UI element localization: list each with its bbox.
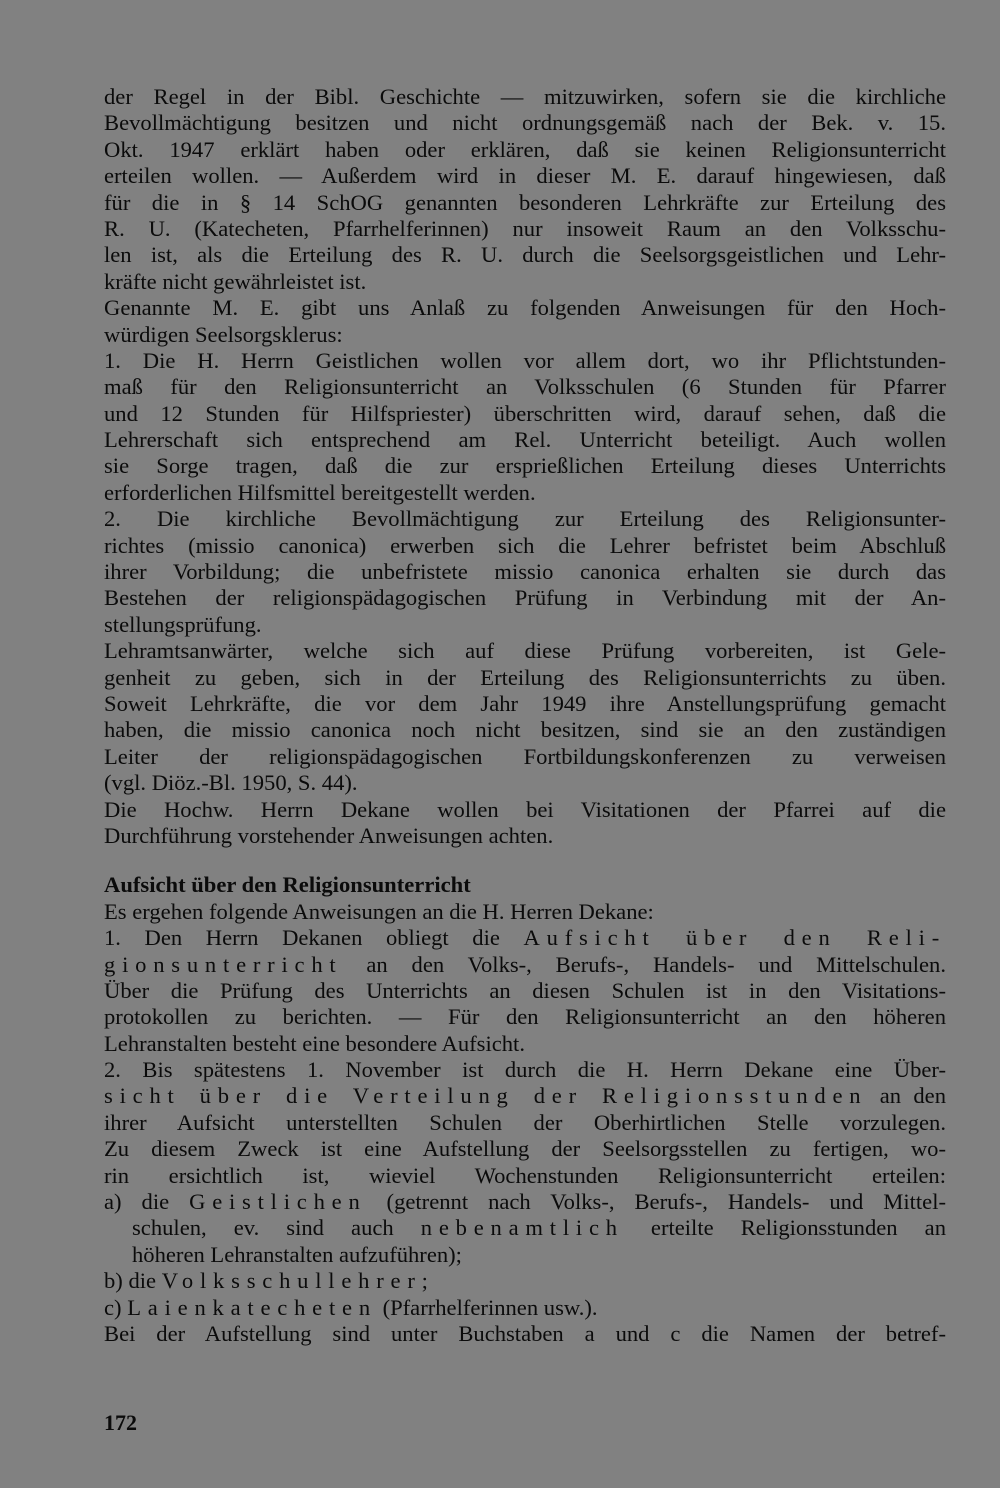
text-line: maß für den Religionsunterricht an Volksschulen (6 Stunden für Pfarrer <box>104 374 946 400</box>
text-line: 2. Die kirchliche Bevollmächtigung zur Erteilung des Religionsunter- <box>104 506 946 532</box>
text-run: (Pfarrhelferinnen usw.). <box>376 1294 598 1320</box>
list-marker: c) <box>104 1294 128 1320</box>
text-line: höheren Lehranstalten aufzuführen); <box>132 1241 462 1267</box>
spaced-text: sicht über die Verteilung der Religionsstunden <box>104 1083 868 1109</box>
text-line: rin ersichtlich ist, wieviel Wochenstunden Religionsunterricht erteilen: <box>104 1162 946 1188</box>
page-number: 172 <box>104 1410 137 1435</box>
text-line: haben, die missio canonica noch nicht besitzen, sind sie an den zuständigen <box>104 717 946 743</box>
text-line <box>104 1215 946 1241</box>
text-line: für die in § 14 SchOG genannten besonderen Lehrkräfte zur Erteilung des <box>104 189 946 215</box>
text-line: der Regel in der Bibl. Geschichte — mitzuwirken, sofern sie die kirchliche <box>104 84 946 109</box>
text-line: Lehramtsanwärter, welche sich auf diese Prüfung vorbereiten, ist Gele- <box>104 638 946 664</box>
text-line: 1. Die H. Herrn Geistlichen wollen vor allem dort, wo ihr Pflichtstunden- <box>104 347 946 373</box>
spaced-text: gionsunterricht <box>104 951 343 977</box>
text-run: 1. Den Herrn Dekanen obliegt die <box>104 925 524 951</box>
text-line: kräfte nicht gewährleistet ist. <box>104 268 367 294</box>
spaced-text: Geistlichen <box>189 1189 367 1215</box>
text-line: erforderlichen Hilfsmittel bereitgestellt werden. <box>104 479 536 505</box>
text-line: würdigen Seelsorgsklerus: <box>104 321 343 347</box>
text-line: Es ergehen folgende Anweisungen an die H. Herren Dekane: <box>104 898 654 924</box>
text-line: erteilen wollen. — Außerdem wird in dieser M. E. darauf hingewiesen, daß <box>104 163 946 189</box>
text-line: 2. Bis spätestens 1. November ist durch die H. Herrn Dekane eine Über- <box>104 1057 946 1083</box>
text-run: an den <box>867 1083 946 1109</box>
text-line: Bestehen der religionspädagogischen Prüfung in Verbindung mit der An- <box>104 585 946 611</box>
text-run: erteilte Religionsstunden an <box>623 1215 946 1241</box>
text-line: Zu diesem Zweck ist eine Aufstellung der Seelsorgsstellen zu fertigen, wo- <box>104 1136 946 1162</box>
list-marker: a) die <box>104 1189 190 1215</box>
text-line: Leiter der religionspädagogischen Fortbildungskonferenzen zu verweisen <box>104 743 946 769</box>
text-line: Bei der Aufstellung sind unter Buchstaben a und c die Namen der betref- <box>104 1320 946 1346</box>
text-line <box>104 1083 946 1109</box>
text-line: richtes (missio canonica) erwerben sich die Lehrer befristet beim Abschluß <box>104 532 946 558</box>
text-run: an den Volks-, Berufs-, Handels- und Mittelschulen. <box>342 951 946 977</box>
spaced-text: Volksschullehrer; <box>161 1268 435 1294</box>
text-line: Okt. 1947 erklärt haben oder erklären, daß sie keinen Religionsunterricht <box>104 136 946 162</box>
spaced-text: Aufsicht über den Reli- <box>523 925 947 951</box>
text-line: Genannte M. E. gibt uns Anlaß zu folgenden Anweisungen für den Hoch- <box>104 295 946 321</box>
spaced-text: nebenamtlich <box>420 1215 624 1241</box>
text-line <box>104 925 946 951</box>
text-line: (vgl. Diöz.-Bl. 1950, S. 44). <box>104 770 358 796</box>
section-heading: Aufsicht über den Religionsunterricht <box>104 872 471 898</box>
text-line: sie Sorge tragen, daß die zur ersprießlichen Erteilung dieses Unterrichts <box>104 453 946 479</box>
text-line: Soweit Lehrkräfte, die vor dem Jahr 1949 ihre Anstellungsprüfung gemacht <box>104 690 946 716</box>
text-line: stellungsprüfung. <box>104 611 262 637</box>
text-line: Durchführung vorstehender Anweisungen achten. <box>104 822 554 848</box>
text-line: und 12 Stunden für Hilfspriester) überschritten wird, darauf sehen, daß die <box>104 400 946 426</box>
list-marker: b) die <box>104 1268 162 1294</box>
text-line: Bevollmächtigung besitzen und nicht ordnungsgemäß nach der Bek. v. 15. <box>104 110 946 136</box>
body-text <box>104 84 946 1347</box>
text-run: schulen, ev. sind auch <box>132 1215 421 1241</box>
text-line: R. U. (Katecheten, Pfarrhelferinnen) nur insoweit Raum an den Volksschu- <box>104 215 946 241</box>
text-line: Lehrerschaft sich entsprechend am Rel. Unterricht beteiligt. Auch wollen <box>104 427 946 453</box>
list-item-c <box>104 1295 946 1321</box>
list-item-b <box>104 1268 946 1294</box>
text-run: (getrennt nach Volks-, Berufs-, Handels- und Mittel- <box>366 1189 946 1215</box>
text-line <box>104 952 946 978</box>
section-gap <box>104 849 946 872</box>
list-item-a <box>104 1189 946 1215</box>
text-line: len ist, als die Erteilung des R. U. durch die Seelsorgsgeistlichen und Lehr- <box>104 242 946 268</box>
text-line: Über die Prüfung des Unterrichts an diesen Schulen ist in den Visitations- <box>104 977 946 1003</box>
spaced-text: Laienkatecheten <box>127 1294 377 1320</box>
text-line: protokollen zu berichten. — Für den Religionsunterricht an den höheren <box>104 1004 946 1030</box>
text-line: Die Hochw. Herrn Dekane wollen bei Visitationen der Pfarrei auf die <box>104 796 946 822</box>
text-line: ihrer Vorbildung; die unbefristete missio canonica erhalten sie durch das <box>104 559 946 585</box>
text-line: genheit zu geben, sich in der Erteilung des Religionsunterrichts zu üben. <box>104 664 946 690</box>
text-line: ihrer Aufsicht unterstellten Schulen der Oberhirtlichen Stelle vorzulegen. <box>104 1109 946 1135</box>
text-line: Lehranstalten besteht eine besondere Aufsicht. <box>104 1030 525 1056</box>
